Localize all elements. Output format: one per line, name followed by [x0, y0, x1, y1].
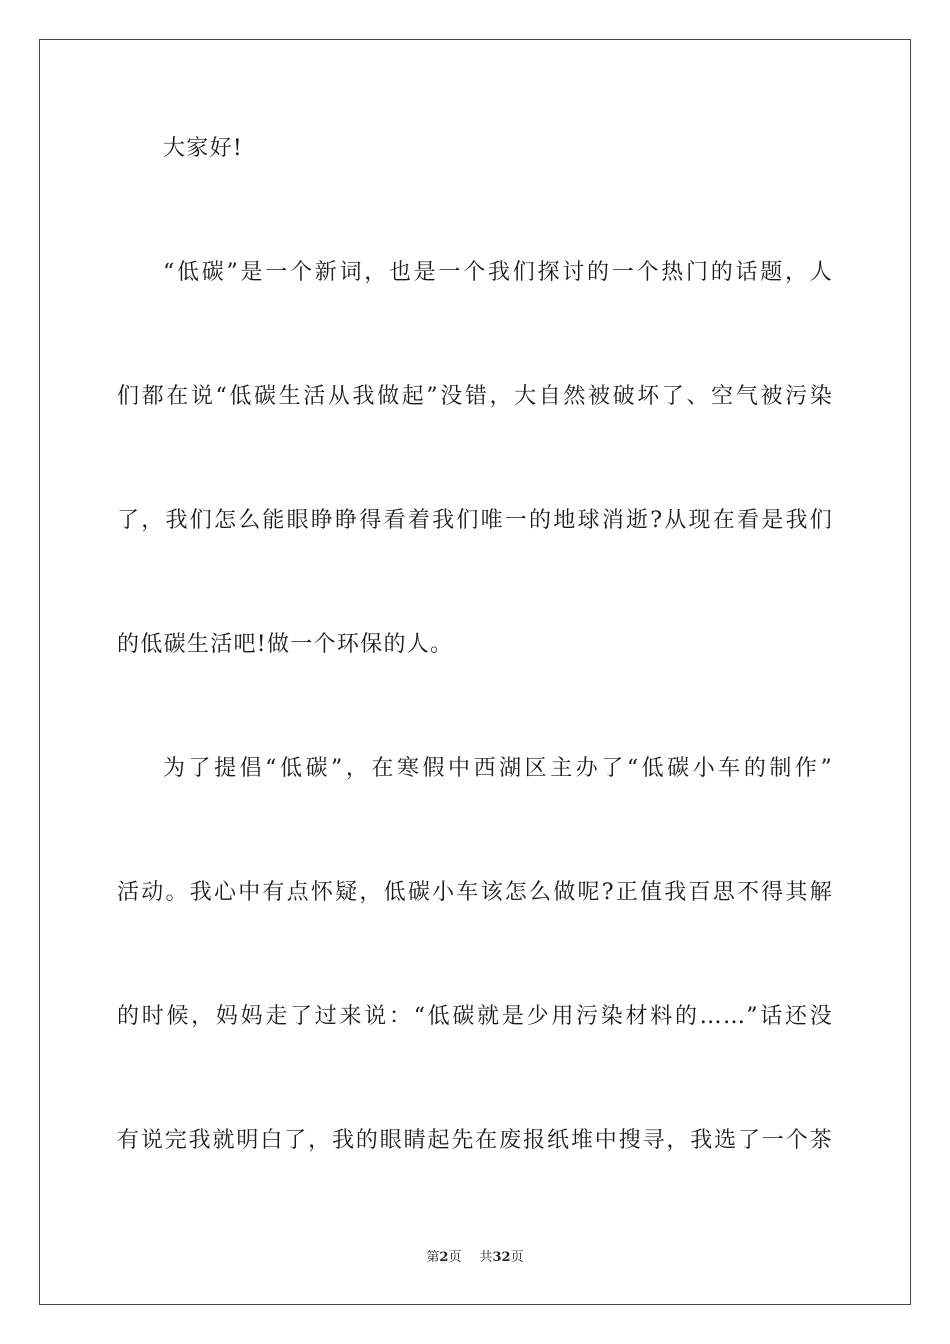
page-suffix: 页 — [448, 1250, 462, 1265]
page-prefix: 第 — [426, 1250, 440, 1265]
text-line-greeting: 大家好! — [163, 136, 244, 161]
text-line: 们都在说“低碳生活从我做起”没错，大自然被破坏了、空气被污染 — [117, 384, 833, 409]
page-number: 2 — [439, 1250, 449, 1265]
text-line: 有说完我就明白了，我的眼睛起先在废报纸堆中搜寻，我选了一个茶 — [117, 1128, 833, 1153]
total-suffix: 页 — [510, 1250, 524, 1265]
total-pages: 32 — [492, 1250, 511, 1265]
text-line: 活动。我心中有点怀疑，低碳小车该怎么做呢?正值我百思不得其解 — [117, 880, 833, 905]
text-line: 了，我们怎么能眼睁睁得看着我们唯一的地球消逝?从现在看是我们 — [117, 508, 833, 533]
text-line-paragraph-2-start: 为了提倡“低碳”，在寒假中西湖区主办了“低碳小车的制作” — [163, 756, 833, 781]
text-line-paragraph-1-end: 的低碳生活吧!做一个环保的人。 — [117, 632, 454, 657]
total-prefix: 共 — [479, 1250, 493, 1265]
text-line: 的时候，妈妈走了过来说：“低碳就是少用污染材料的……”话还没 — [117, 1004, 833, 1029]
document-body — [117, 118, 833, 1234]
page-footer — [0, 1246, 950, 1265]
text-line-paragraph-1-start: “低碳”是一个新词，也是一个我们探讨的一个热门的话题，人 — [163, 260, 833, 285]
